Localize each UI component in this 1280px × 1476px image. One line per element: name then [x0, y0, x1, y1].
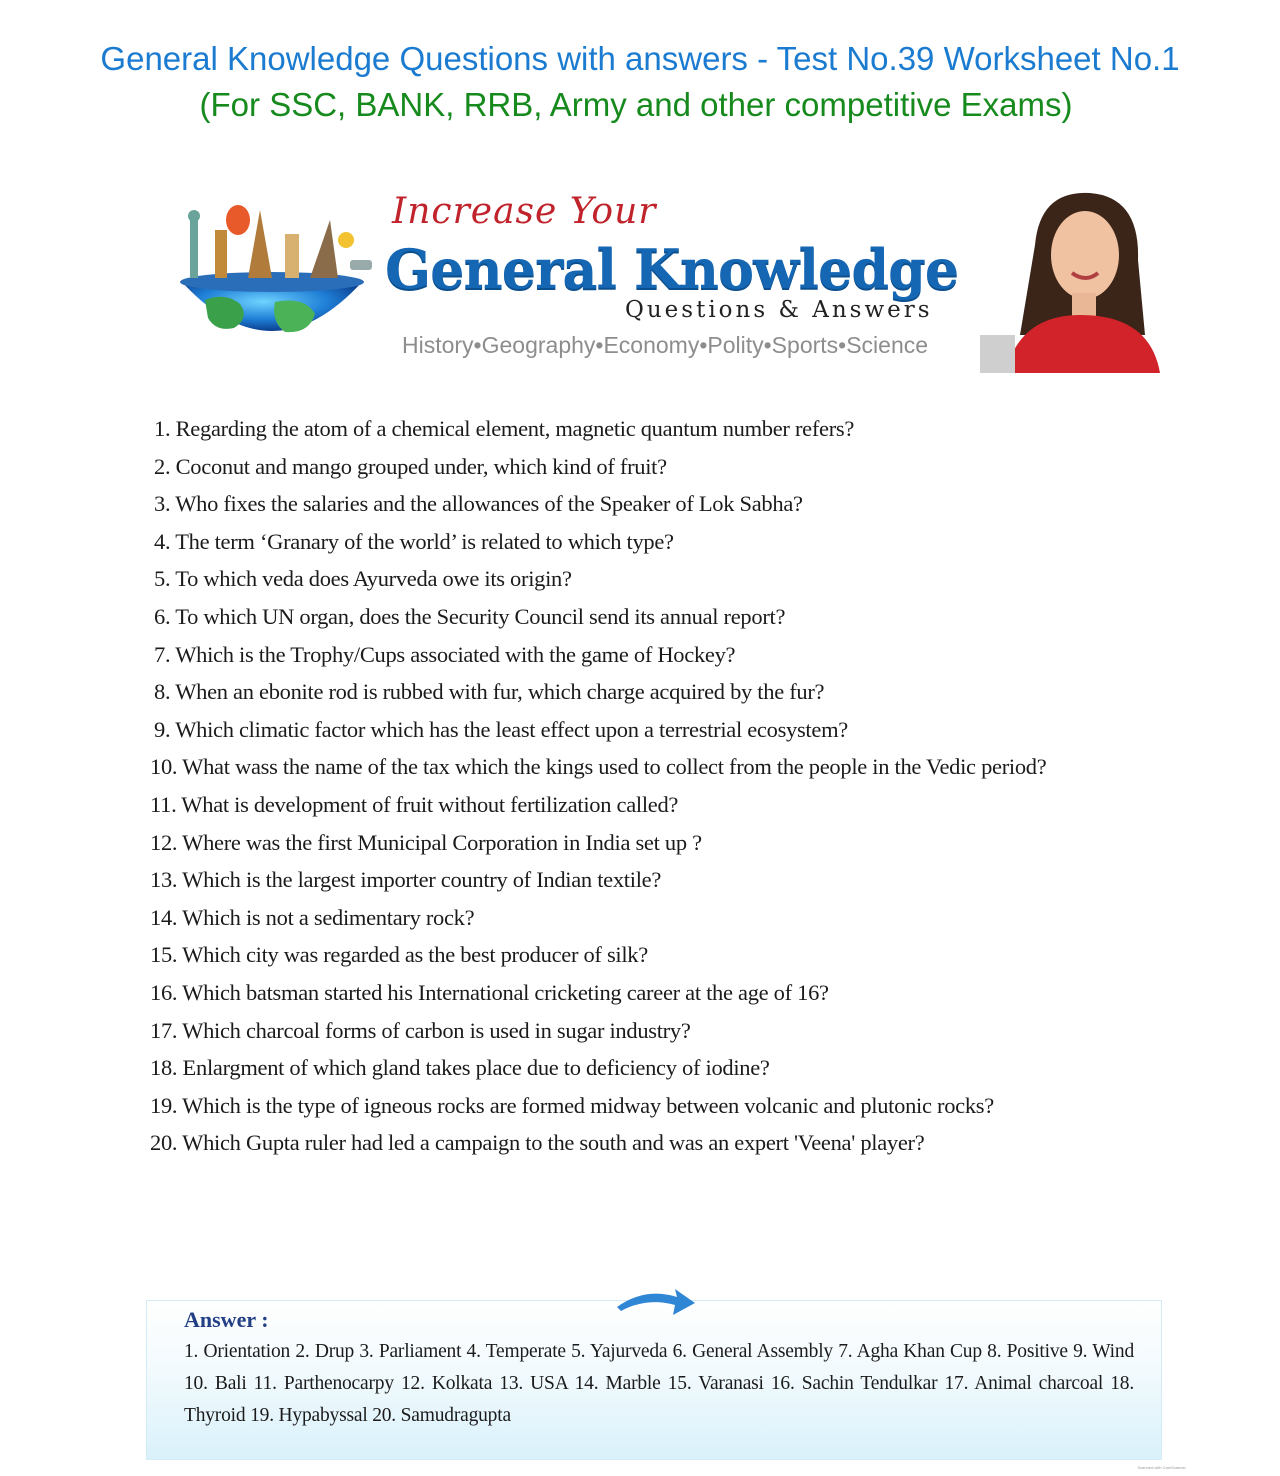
question-item: 16. Which batsman started his International cricketing career at the age of 16?: [150, 979, 829, 1005]
question-item: 2. Coconut and mango grouped under, which kind of fruit?: [154, 453, 667, 479]
answer-heading: Answer :: [184, 1307, 269, 1332]
gk-banner: [160, 185, 1165, 375]
curved-arrow-icon: [615, 1285, 697, 1321]
question-item: 11. What is development of fruit without fertilization called?: [150, 791, 679, 817]
question-item: 1. Regarding the atom of a chemical element, magnetic quantum number refers?: [154, 416, 855, 441]
question-item: 15. Which city was regarded as the best producer of silk?: [150, 942, 648, 968]
scanner-watermark: Scanned with CamScanner: [1137, 1465, 1186, 1470]
question-item: 13. Which is the largest importer country of Indian textile?: [150, 867, 662, 893]
banner-heading: General Knowledge: [385, 237, 959, 301]
question-item: 10. What wass the name of the tax which the kings used to collect from the people in the Vedic period?: [150, 754, 1047, 780]
question-item: 12. Where was the first Municipal Corporation in India set up ?: [150, 829, 702, 855]
question-item: 4. The term ‘Granary of the world’ is related to which type?: [154, 528, 674, 554]
question-item: 20. Which Gupta ruler had led a campaign to the south and was an expert 'Veena' player?: [150, 1130, 925, 1156]
woman-portrait-icon: [980, 185, 1165, 373]
question-item: 19. Which is the type of igneous rocks are formed midway between volcanic and plutonic rocks?: [150, 1092, 994, 1118]
question-item: 18. Enlargment of which gland takes place due to deficiency of iodine?: [150, 1055, 770, 1081]
question-item: 5. To which veda does Ayurveda owe its origin?: [154, 566, 572, 592]
banner-categories: History•Geography•Economy•Polity•Sports•Science: [402, 332, 929, 358]
page-title: General Knowledge Questions with answers - Test No.39 Worksheet No.1: [100, 40, 1180, 77]
question-item: 17. Which charcoal forms of carbon is used in sugar industry?: [150, 1017, 691, 1043]
answer-box: [146, 1300, 1162, 1460]
question-item: 14. Which is not a sedimentary rock?: [150, 904, 475, 930]
question-item: 6. To which UN organ, does the Security Council send its annual report?: [154, 603, 786, 629]
question-item: 7. Which is the Trophy/Cups associated with the game of Hockey?: [154, 641, 736, 667]
question-item: 8. When an ebonite rod is rubbed with fur, which charge acquired by the fur?: [154, 679, 825, 705]
answer-text: 1. Orientation 2. Drup 3. Parliament 4. Temperate 5. Yajurveda 6. General Assembly 7. Agha Khan Cup 8. Positive 9. Wind 10. Bali 11. Parthenocarpy 12. Kolkata 13. USA 14. Marble 15. Varanasi 16. Sachin Tendulkar 17. Animal charcoal 18. Thyroid 19. Hypabyssal 20. Samudragupta: [184, 1341, 1134, 1426]
banner-subheading: Questions & Answers: [625, 297, 933, 323]
question-item: 9. Which climatic factor which has the least effect upon a terrestrial ecosystem?: [154, 716, 848, 742]
globe-landmarks-icon: [160, 190, 385, 370]
banner-tagline: Increase Your: [392, 191, 657, 232]
question-list: [150, 410, 1046, 1162]
question-item: 3. Who fixes the salaries and the allowances of the Speaker of Lok Sabha?: [154, 491, 803, 517]
page-subtitle: (For SSC, BANK, RRB, Army and other competitive Exams): [199, 86, 1073, 123]
